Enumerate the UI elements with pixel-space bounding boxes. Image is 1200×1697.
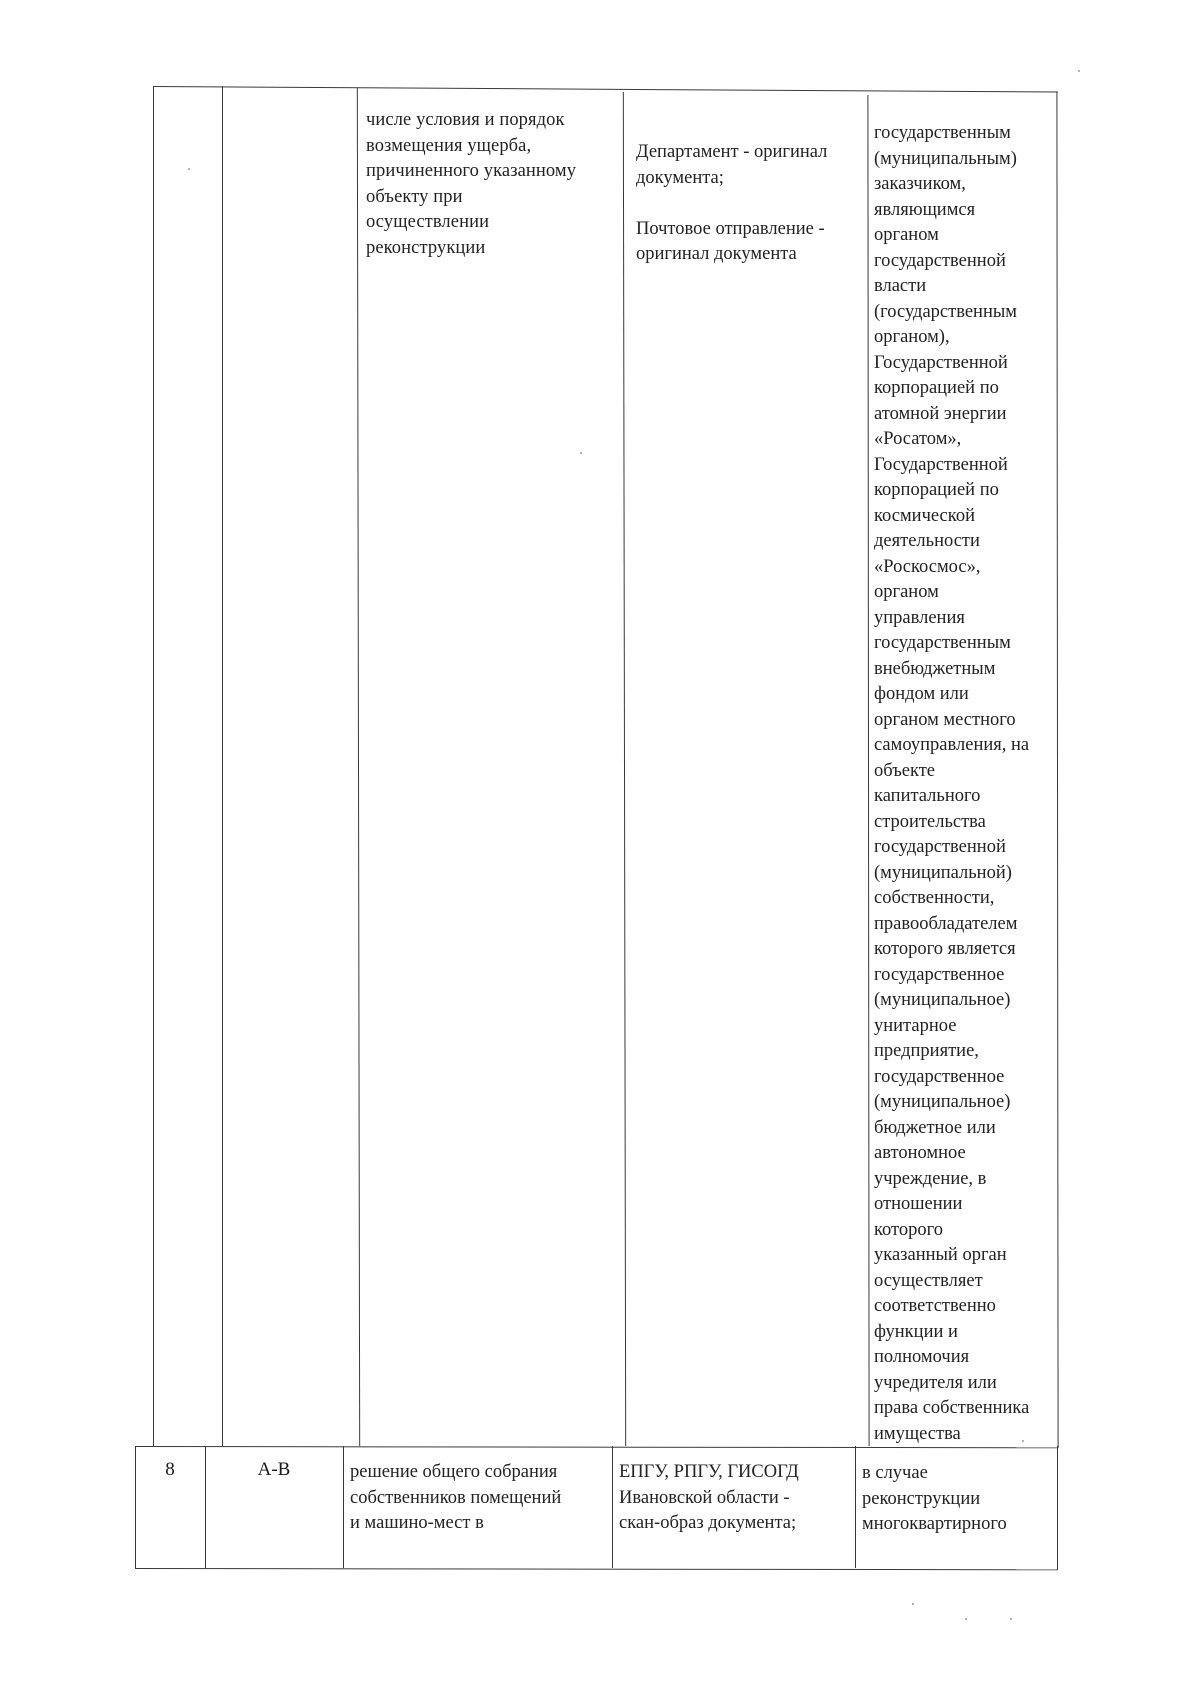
row-8-category: А-В <box>257 1459 291 1480</box>
cell-submission-method-continued: Департамент - оригинал документа; Почтовое отправление - оригинал документа <box>636 142 828 264</box>
scan-speck <box>1022 1440 1024 1442</box>
table-top-border <box>153 86 1058 93</box>
scan-speck <box>188 168 190 170</box>
row-8-submission-method: ЕПГУ, РПГУ, ГИСОГД Ивановской области - скан-образ документа; <box>619 1462 799 1533</box>
col-divider-1 <box>222 86 223 1446</box>
table-right-border-lower <box>1057 1446 1058 1570</box>
row-8-document-text: решение общего собрания собственников помещений и машино-мест в <box>350 1462 562 1533</box>
scan-speck <box>1078 70 1080 72</box>
col-divider-2-upper <box>357 88 360 1446</box>
scan-speck <box>1010 1618 1012 1620</box>
table-bottom-border <box>135 1568 1058 1570</box>
scan-speck <box>580 452 582 454</box>
row-8-condition: в случае реконструкции многоквартирного <box>862 1463 1007 1534</box>
col-divider-2-lower <box>343 1446 344 1568</box>
cell-condition-continued: государственным (муниципальным) заказчиком, являющимся органом государственной власти (государственным органом), Государственной корпорацией по атомной энергии «Росатом», Государственной корпорацией по космической деятельности «Роскосмос», органом управления государственным внебюджетным фондом или органом местного самоуправления, на объекте капитального строительства государственной (муниципальной) собственности, правообладателем которого является государственное (муниципальное) унитарное предприятие, государственное (муниципальное) бюджетное или автономное учреждение, в отношении которого указанный орган осуществляет соответственно функции и полномочия учредителя или права собственника имущества <box>874 123 1030 1444</box>
scan-speck <box>912 1603 914 1605</box>
row-8-number: 8 <box>165 1459 175 1480</box>
col-divider-4-lower <box>855 1446 856 1568</box>
scan-speck <box>965 1618 967 1620</box>
col-divider-3-lower <box>612 1446 613 1568</box>
table-left-border <box>153 86 154 1446</box>
cell-document-text-continued: числе условия и порядок возмещения ущерба, причиненного указанному объекту при осуществлении реконструкции <box>366 110 577 258</box>
col-divider-4-upper <box>867 95 869 1446</box>
col-divider-3-upper <box>623 92 626 1446</box>
